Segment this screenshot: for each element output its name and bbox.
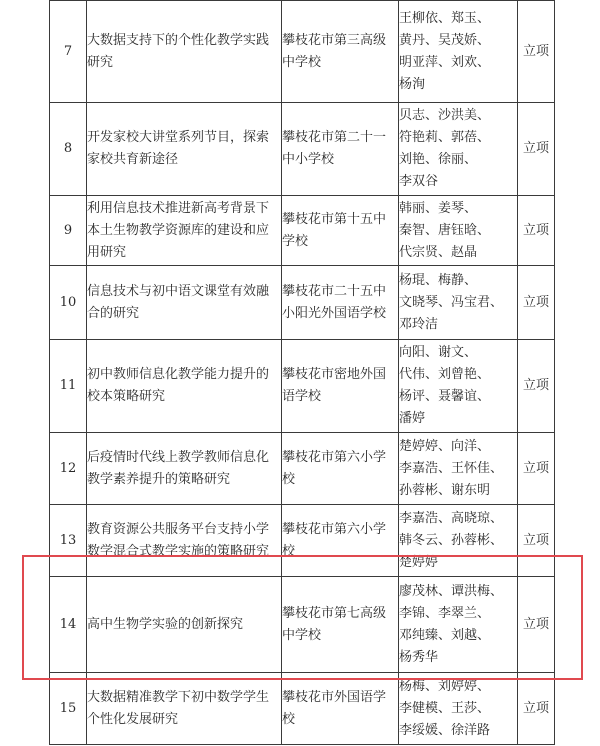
table-row	[50, 433, 555, 505]
school-name: 攀枝花市密地外国语学校	[282, 340, 399, 433]
project-title: 大数据精准教学下初中数学学生个性化发展研究	[87, 673, 282, 745]
member-line: 王柳依、郑玉、	[399, 10, 491, 26]
member-line: 韩冬云、孙蓉彬、	[399, 532, 504, 548]
project-title: 大数据支持下的个性化教学实践研究	[87, 1, 282, 103]
status-label: 立项	[518, 433, 555, 505]
member-line: 文晓琴、冯宝君、	[399, 294, 504, 310]
project-title: 利用信息技术推进新高考背景下本土生物教学资源库的建设和应用研究	[87, 196, 282, 266]
member-line: 黄丹、吴茂娇、	[399, 32, 491, 48]
row-number: 8	[50, 103, 87, 196]
status-label: 立项	[518, 673, 555, 745]
row-number: 14	[50, 577, 87, 673]
project-title: 高中生物学实验的创新探究	[87, 577, 282, 673]
table-row	[50, 196, 555, 266]
member-line: 李健模、王莎、	[399, 700, 491, 716]
school-name: 攀枝花市二十五中小阳光外国语学校	[282, 266, 399, 340]
row-number: 12	[50, 433, 87, 505]
row-number: 9	[50, 196, 87, 266]
project-title: 教育资源公共服务平台支持小学数学混合式教学实施的策略研究	[87, 505, 282, 577]
member-line: 符艳莉、郭蓓、	[399, 130, 491, 145]
member-line: 向阳、谢文、	[399, 345, 478, 360]
member-line: 贝志、沙洪美、	[399, 108, 491, 123]
member-line: 楚婷婷、向洋、	[399, 438, 491, 454]
member-list	[399, 577, 518, 673]
member-line: 秦智、唐钰晗、	[399, 222, 491, 238]
school-name: 攀枝花市第七高级中学校	[282, 577, 399, 673]
member-line: 杨秀华	[399, 649, 439, 665]
member-line: 杨梅、刘婷婷、	[399, 678, 491, 694]
row-number: 15	[50, 673, 87, 745]
project-title: 开发家校大讲堂系列节目，探索家校共育新途径	[87, 103, 282, 196]
school-name: 攀枝花市第十五中学校	[282, 196, 399, 266]
project-title: 后疫情时代线上教学教师信息化教学素养提升的策略研究	[87, 433, 282, 505]
member-line: 李双谷	[399, 174, 439, 189]
school-name: 攀枝花市第三高级中学校	[282, 1, 399, 103]
member-line: 李锦、李翠兰、	[399, 605, 491, 621]
status-label: 立项	[518, 196, 555, 266]
member-line: 杨洵	[399, 76, 426, 92]
project-title: 信息技术与初中语文课堂有效融合的研究	[87, 266, 282, 340]
member-list	[399, 505, 518, 577]
status-label: 立项	[518, 266, 555, 340]
member-list	[399, 673, 518, 745]
member-line: 李嘉浩、高晓琼、	[399, 510, 504, 526]
status-label: 立项	[518, 505, 555, 577]
member-list	[399, 1, 518, 103]
member-line: 楚婷婷	[399, 554, 439, 570]
member-list	[399, 103, 518, 196]
status-label: 立项	[518, 340, 555, 433]
member-list	[399, 196, 518, 266]
row-number: 11	[50, 340, 87, 433]
member-line: 李绥媛、徐洋路	[399, 722, 491, 738]
member-line: 杨琨、梅静、	[399, 272, 478, 288]
member-line: 明亚萍、刘欢、	[399, 54, 491, 70]
member-line: 邓纯臻、刘越、	[399, 627, 491, 643]
status-label: 立项	[518, 1, 555, 103]
school-name: 攀枝花市第六小学校	[282, 433, 399, 505]
table-row	[50, 577, 555, 673]
table-row	[50, 266, 555, 340]
school-name: 攀枝花市第二十一中小学校	[282, 103, 399, 196]
member-list	[399, 340, 518, 433]
school-name: 攀枝花市第六小学校	[282, 505, 399, 577]
member-line: 韩丽、姜琴、	[399, 200, 478, 216]
school-name: 攀枝花市外国语学校	[282, 673, 399, 745]
member-line: 李嘉浩、王怀佳、	[399, 460, 504, 476]
member-list	[399, 266, 518, 340]
member-line: 代伟、刘曾艳、	[399, 367, 491, 382]
member-list	[399, 433, 518, 505]
project-table	[49, 0, 555, 745]
member-line: 代宗贤、赵晶	[399, 244, 478, 260]
row-number: 10	[50, 266, 87, 340]
table-row	[50, 1, 555, 103]
member-line: 刘艳、徐丽、	[399, 152, 478, 167]
member-line: 邓玲洁	[399, 316, 439, 332]
table-row	[50, 673, 555, 745]
row-number: 7	[50, 1, 87, 103]
member-line: 杨评、聂馨谊、	[399, 389, 491, 404]
status-label: 立项	[518, 103, 555, 196]
row-number: 13	[50, 505, 87, 577]
member-line: 廖茂林、谭洪梅、	[399, 583, 504, 599]
table-row	[50, 103, 555, 196]
table-row	[50, 340, 555, 433]
project-title: 初中教师信息化教学能力提升的校本策略研究	[87, 340, 282, 433]
member-line: 孙蓉彬、谢东明	[399, 482, 491, 498]
table-row	[50, 505, 555, 577]
status-label: 立项	[518, 577, 555, 673]
member-line: 潘婷	[399, 411, 426, 426]
